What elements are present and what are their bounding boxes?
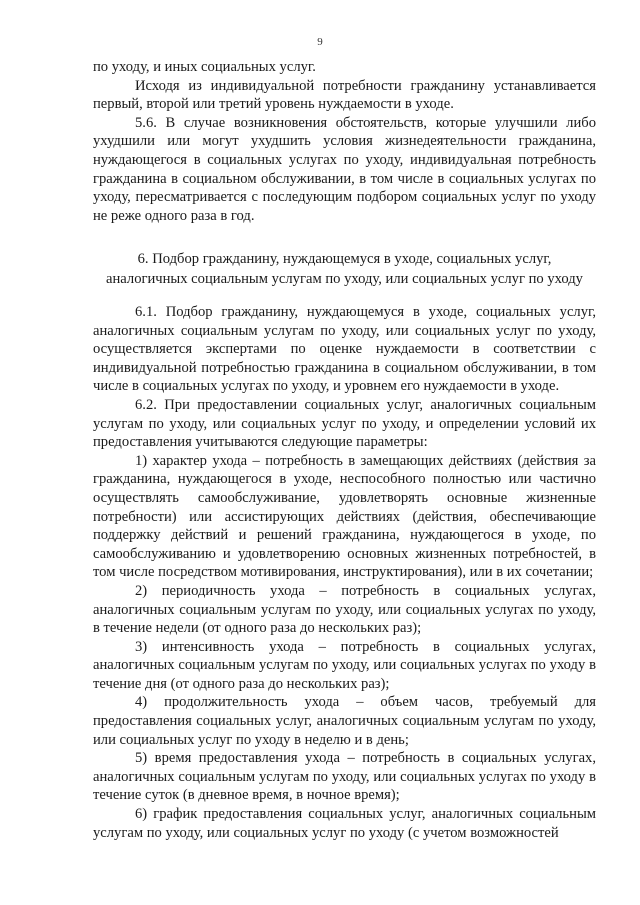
paragraph-6-1: 6.1. Подбор гражданину, нуждающемуся в уходе, социальных услуг, аналогичных социальным услугам по уходу, или социальных услуг по уходу, осуществляется экспертами по оценке нуждаемости в соответствии с индивидуальной потребностью гражданина в социальном обслуживании, в том числе в социальных услугах по уходу, и уровнем его нуждаемости в уходе. [93, 304, 596, 395]
list-item-3: 3) интенсивность ухода – потребность в социальных услугах, аналогичных социальным услугам по уходу, или социальных услугах по уходу в течение дня (от одного раза до нескольких раз); [93, 638, 596, 692]
list-item-1: 1) характер ухода – потребность в замещающих действиях (действия за гражданина, нуждающегося в уходе, неспособного полностью или частично осуществлять самообслуживание, удовлетворять основные жизненные потребности) или ассистирующих действиях (действия, обеспечивающие поддержку действий и решений гражданина, нуждающегося в уходе, по самообслуживанию и удовлетворению основных жизненных потребностей, в том числе посредством мотивирования, инструктирования), или в их сочетании; [93, 452, 596, 581]
section-heading [93, 249, 596, 289]
list-item-6: 6) график предоставления социальных услуг, аналогичных социальным услугам по уходу, или социальных услуг по уходу (с учетом возможностей [93, 806, 596, 841]
paragraph-5-6: 5.6. В случае возникновения обстоятельств, которые улучшили либо ухудшили или могут ухудшить условия жизнедеятельности гражданина, нуждающегося в социальных услугах по уходу, индивидуальная потребность гражданина в социальном обслуживании, в том числе в социальных услугах по уходу, пересматривается с последующим подбором социальных услуг по уходу не реже одного раза в год. [93, 114, 596, 224]
section-heading-line: 6. Подбор гражданину, нуждающемуся в уходе, социальных услуг, [137, 251, 552, 267]
list-item-2: 2) периодичность ухода – потребность в социальных услугах, аналогичных социальным услугам по уходу, или социальных услугах по уходу, в течение недели (от одного раза до нескольких раз); [93, 582, 596, 637]
list-item-4: 4) продолжительность ухода – объем часов, требуемый для предоставления социальных услуг, аналогичных социальным услугам по уходу, или социальных услуг по уходу в неделю и в день; [93, 694, 596, 748]
list-item-5: 5) время предоставления ухода – потребность в социальных услугах, аналогичных социальным услугам по уходу, или социальных услугах по уходу в течение суток (в дневное время, в ночное время); [93, 750, 596, 804]
paragraph: Исходя из индивидуальной потребности гражданину устанавливается первый, второй или третий уровень нуждаемости в уходе. [93, 77, 596, 113]
paragraph-6-2: 6.2. При предоставлении социальных услуг, аналогичных социальным услугам по уходу, или социальных услуг по уходу, и определении условий их предоставления учитываются следующие параметры: [93, 396, 596, 451]
paragraph-continuation: по уходу, и иных социальных услуг. [93, 59, 316, 75]
text-block-top [93, 58, 596, 225]
section-heading-line: аналогичных социальным услугам по уходу, или социальных услуг по уходу [106, 271, 583, 287]
text-block-section-6 [93, 303, 596, 842]
page-number: 9 [317, 36, 323, 48]
